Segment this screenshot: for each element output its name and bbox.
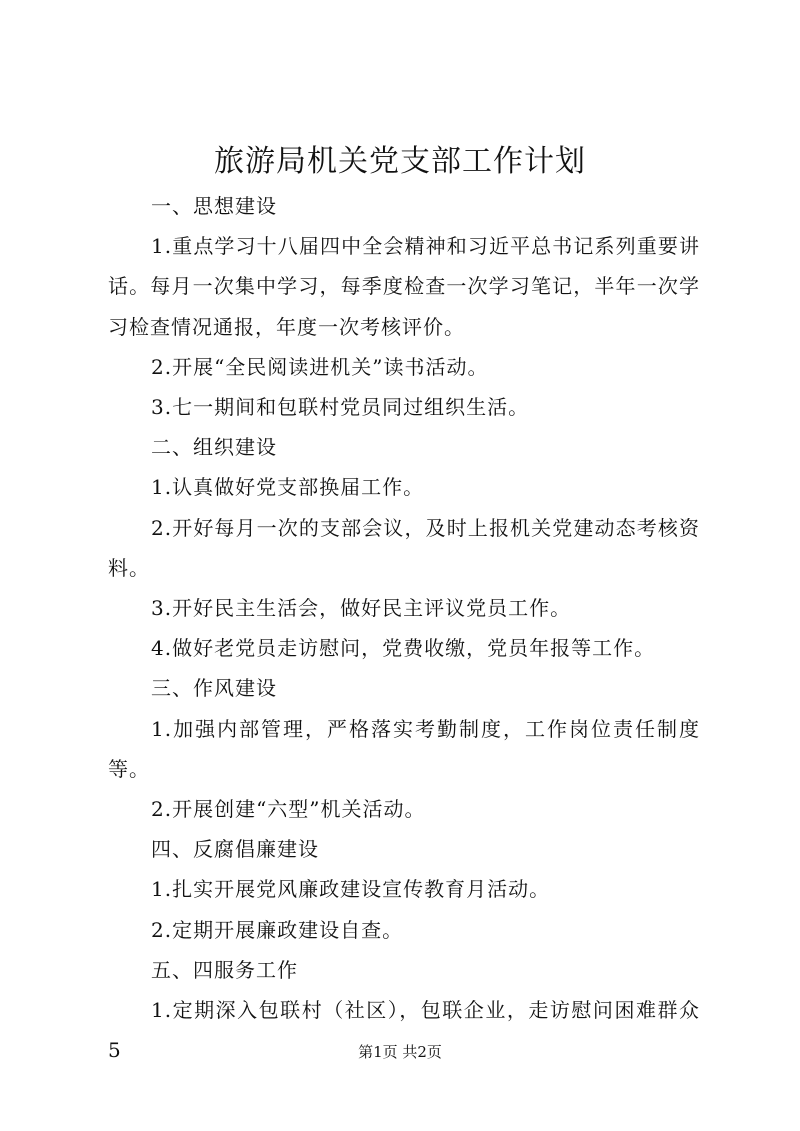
paragraph: 1.扎实开展党风廉政建设宣传教育月活动。 (151, 877, 551, 902)
section-heading-service: 五、四服务工作 (151, 957, 298, 982)
document-body (108, 186, 700, 1070)
section-heading-ideology: 一、思想建设 (151, 194, 277, 218)
paragraph: 1.重点学习十八届四中全会精神和习近平总书记系列重要讲话。每月一次集中学习，每季度检查一次学习笔记，半年一次学习检查情况通报，年度一次考核评价。 (108, 234, 700, 339)
paragraph: 1.加强内部管理，严格落实考勤制度，工作岗位责任制度等。 (108, 716, 700, 781)
paragraph: 3.开好民主生活会，做好民主评议党员工作。 (151, 596, 572, 621)
paragraph: 1.认真做好党支部换届工作。 (151, 475, 425, 500)
section-heading-organization: 二、组织建设 (151, 435, 277, 460)
page-footer: 第1页 共2页 (358, 1043, 442, 1061)
page-title: 旅游局机关党支部工作计划 (214, 144, 586, 179)
paragraph: 2.开展“全民阅读进机关”读书活动。 (151, 354, 489, 379)
paragraph: 2.定期开展廉政建设自查。 (151, 917, 404, 942)
paragraph: 1.定期深入包联村（社区），包联企业，走访慰问困难群众5 (108, 998, 700, 1063)
paragraph: 2.开好每月一次的支部会议，及时上报机关党建动态考核资料。 (108, 515, 700, 580)
paragraph: 4.做好老党员走访慰问，党费收缴，党员年报等工作。 (151, 636, 656, 661)
section-heading-anti-corruption: 四、反腐倡廉建设 (151, 837, 319, 862)
section-heading-work-style: 三、作风建设 (151, 676, 277, 701)
paragraph: 3.七一期间和包联村党员同过组织生活。 (151, 395, 530, 420)
paragraph: 2.开展创建“六型”机关活动。 (151, 797, 426, 822)
